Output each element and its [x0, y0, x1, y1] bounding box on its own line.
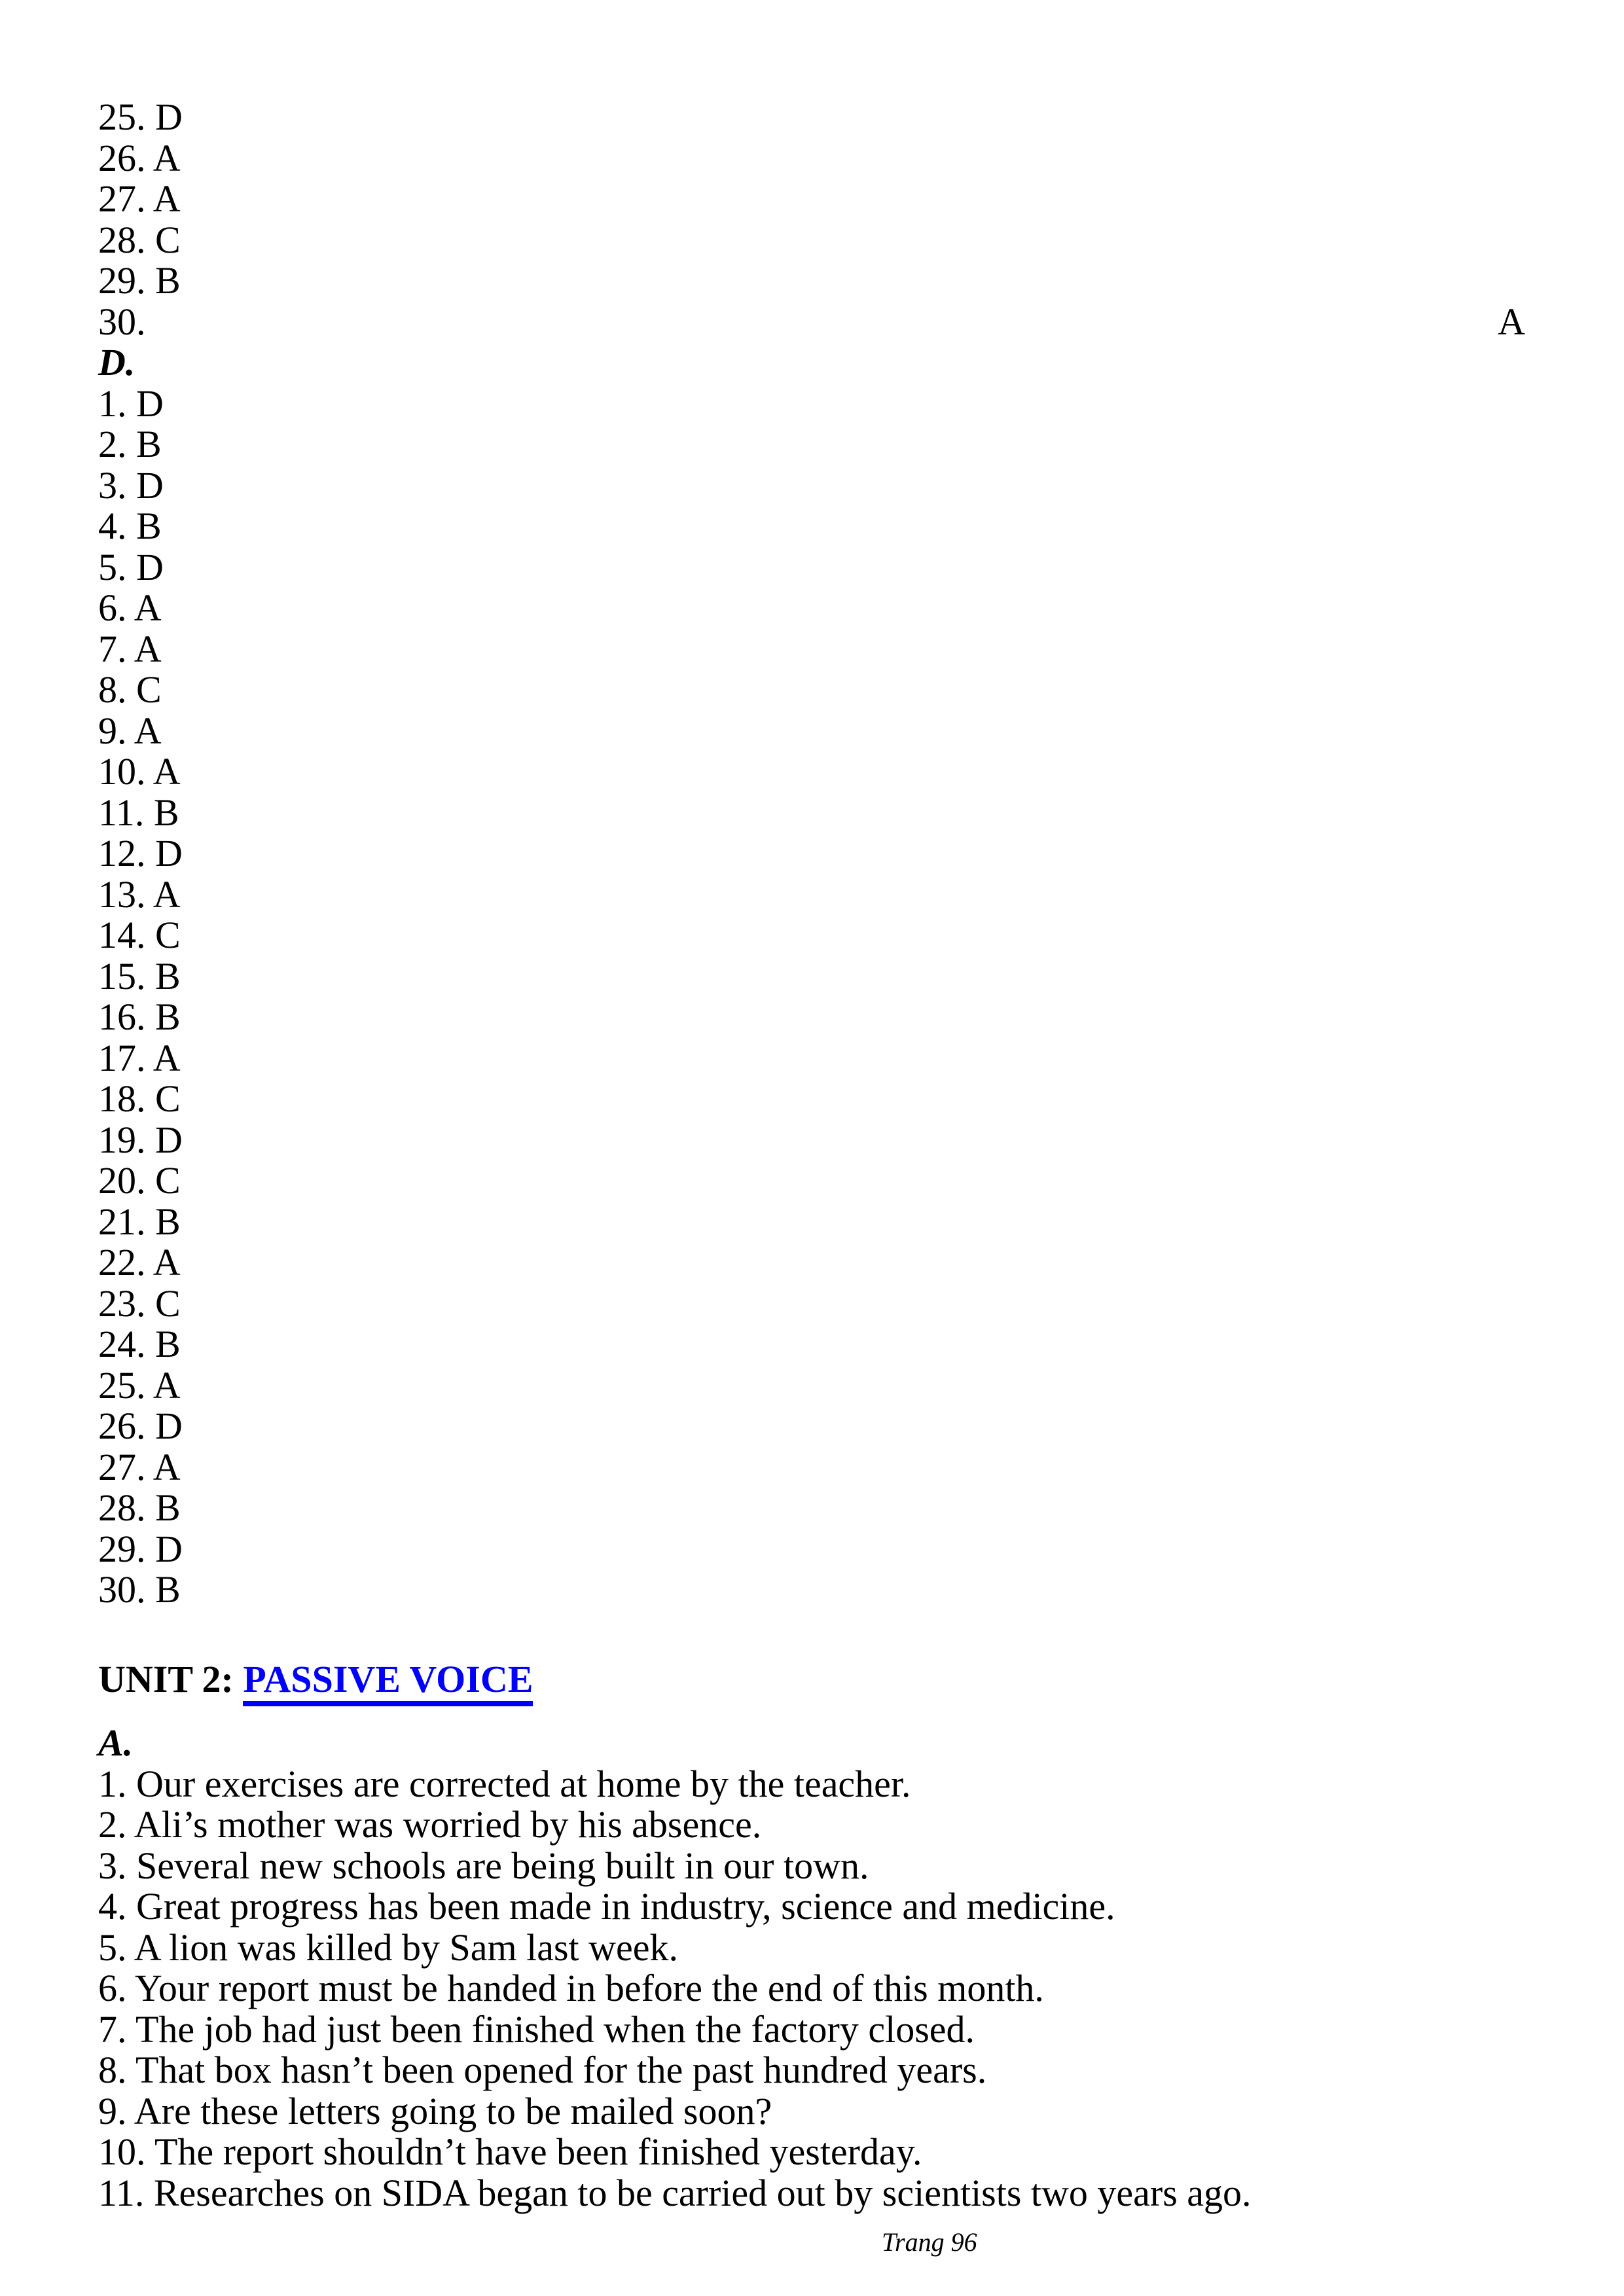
answer-line: 8. C [98, 668, 162, 711]
answer-30-label: 30. [98, 300, 146, 343]
section-d-heading: D. [98, 341, 135, 384]
footer-page-number: Trang 96 [882, 2227, 977, 2257]
answer-line: 25. D [98, 96, 183, 138]
answer-line: 20. C [98, 1159, 181, 1202]
sentence-line: 5. A lion was killed by Sam last week. [98, 1926, 679, 1969]
answer-line: 9. A [98, 709, 162, 752]
unit2-heading [98, 1651, 1525, 1723]
sentence-line: 4. Great progress has been made in industry, science and medicine. [98, 1885, 1115, 1928]
answer-line: 3. D [98, 463, 164, 507]
answer-line: 29. B [98, 259, 181, 302]
answer-line: 26. A [98, 136, 181, 179]
answer-line: 10. A [98, 750, 181, 793]
answer-line: 26. D [98, 1405, 183, 1447]
answer-line: 5. D [98, 545, 164, 588]
unit2-heading-prefix: UNIT 2: [98, 1658, 244, 1700]
answer-line: 25. A [98, 1363, 181, 1407]
answer-line: 15. B [98, 954, 181, 997]
answer-line-30 [98, 302, 1525, 343]
passive-voice-link-text: PASSIVE VOICE [243, 1659, 533, 1706]
answer-line: 21. B [98, 1200, 181, 1243]
answer-30-value: A [1498, 300, 1525, 343]
answer-line: 2. B [98, 423, 162, 465]
sentence-line: 2. Ali’s mother was worried by his absence. [98, 1803, 762, 1846]
sentence-line: 10. The report shouldn’t have been finished yesterday. [98, 2130, 922, 2173]
answer-line: 27. A [98, 1445, 181, 1488]
answer-line: 27. A [98, 177, 181, 220]
sentence-line: 1. Our exercises are corrected at home by the teacher. [98, 1762, 911, 1805]
sentence-line: 7. The job had just been finished when the factory closed. [98, 2007, 975, 2051]
sentence-line: 8. That box hasn’t been opened for the past hundred years. [98, 2049, 987, 2091]
answer-line: 13. A [98, 872, 181, 916]
section-a-heading: A. [98, 1721, 134, 1764]
answer-line: 14. C [98, 914, 181, 956]
answers-top-list [98, 97, 1525, 302]
answer-line: 17. A [98, 1036, 181, 1079]
answer-line: 7. A [98, 627, 162, 670]
sentence-line: 6. Your report must be handed in before the end of this month. [98, 1967, 1044, 2009]
answer-line: 4. B [98, 505, 162, 547]
answer-line: 6. A [98, 586, 162, 629]
unit2-sentence-list [98, 1764, 1525, 2214]
answer-line: 22. A [98, 1241, 181, 1283]
answer-line: 11. B [98, 791, 179, 834]
answer-line: 29. D [98, 1527, 183, 1570]
answer-line: 1. D [98, 382, 164, 425]
answer-line: 28. C [98, 218, 181, 261]
spacer [98, 1611, 1525, 1652]
answer-line: 28. B [98, 1486, 181, 1529]
answer-line: 19. D [98, 1118, 183, 1161]
answer-line: 18. C [98, 1077, 181, 1120]
passive-voice-link[interactable] [243, 1658, 533, 1700]
sentence-line: 3. Several new schools are being built in our town. [98, 1844, 869, 1887]
answer-line: 24. B [98, 1323, 181, 1365]
sentence-line: 9. Are these letters going to be mailed soon? [98, 2089, 772, 2132]
answer-line: 30. B [98, 1568, 181, 1611]
answer-line: 16. B [98, 996, 181, 1038]
sentence-line: 11. Researches on SIDA began to be carried out by scientists two years ago. [98, 2171, 1252, 2214]
answer-line: 12. D [98, 832, 183, 874]
answer-line: 23. C [98, 1282, 181, 1325]
section-d-answer-list [98, 384, 1525, 1611]
page-content [98, 97, 1525, 2214]
